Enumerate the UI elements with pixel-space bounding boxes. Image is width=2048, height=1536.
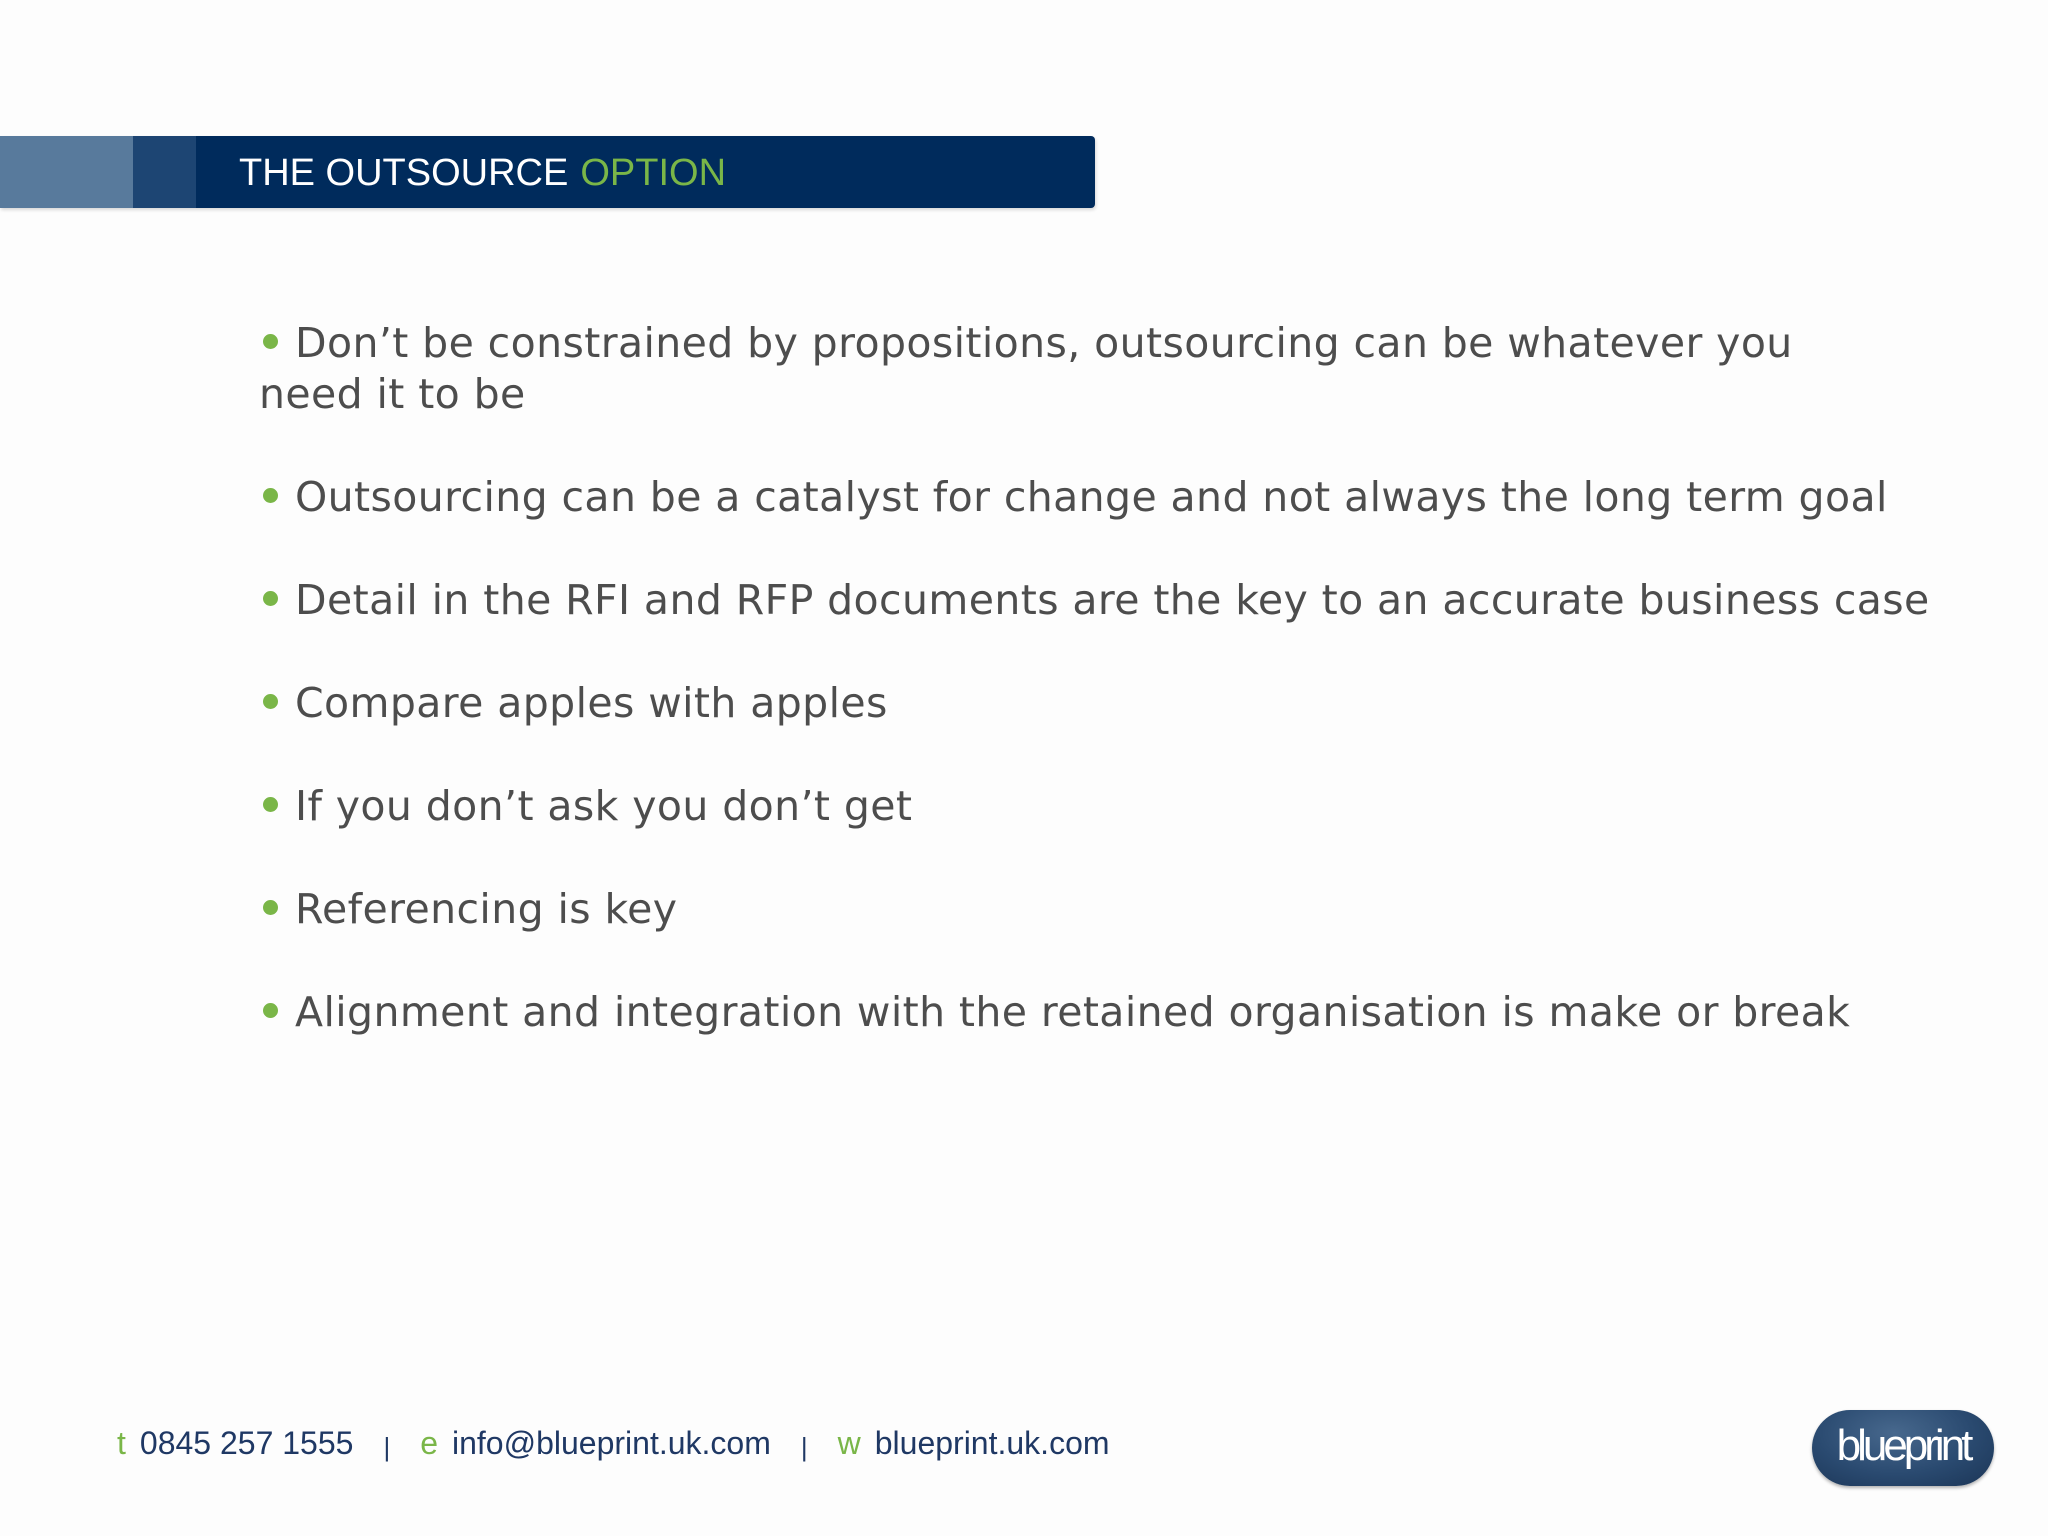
bullet-item xyxy=(259,575,1999,626)
website-link[interactable]: blueprint.uk.com xyxy=(874,1425,1110,1461)
bullet-text: Don’t be constrained by propositions, outsourcing can be whatever you need it to be xyxy=(259,319,1793,418)
logo-text: blueprint xyxy=(1836,1421,1970,1470)
phone-label: t xyxy=(117,1425,126,1461)
title-banner xyxy=(0,136,1095,208)
phone-number: 0845 257 1555 xyxy=(139,1425,354,1461)
bullet-text: Alignment and integration with the retained organisation is make or break xyxy=(295,988,1851,1036)
bullet-text: Compare apples with apples xyxy=(295,679,888,727)
bullet-text: Detail in the RFI and RFP documents are the key to an accurate business case xyxy=(295,576,1930,624)
email-label: e xyxy=(420,1425,438,1461)
bullet-item xyxy=(259,781,1999,832)
bullet-item xyxy=(259,472,1999,523)
bullet-list xyxy=(259,318,1999,1090)
bullet-dot-icon xyxy=(263,900,278,915)
bullet-text: If you don’t ask you don’t get xyxy=(295,782,913,830)
blueprint-logo xyxy=(1812,1410,1994,1486)
contact-footer xyxy=(117,1418,1110,1468)
bullet-text: Outsourcing can be a catalyst for change and not always the long term goal xyxy=(295,473,1888,521)
bullet-text: Referencing is key xyxy=(295,885,678,933)
email-link[interactable]: info@blueprint.uk.com xyxy=(452,1425,771,1461)
bullet-item xyxy=(259,678,1999,729)
bullet-item xyxy=(259,318,1859,420)
footer-separator: | xyxy=(383,1432,391,1462)
bullet-dot-icon xyxy=(263,591,278,606)
slide-title xyxy=(239,136,726,208)
bullet-dot-icon xyxy=(263,1003,278,1018)
web-label: w xyxy=(837,1425,861,1461)
banner-band-mid xyxy=(133,136,196,208)
slide-title-main: THE OUTSOURCE xyxy=(239,152,569,194)
bullet-dot-icon xyxy=(263,488,278,503)
slide-title-accent: OPTION xyxy=(580,152,727,194)
bullet-dot-icon xyxy=(263,334,278,349)
bullet-item xyxy=(259,884,1999,935)
bullet-dot-icon xyxy=(263,694,278,709)
bullet-item xyxy=(259,987,1999,1038)
footer-separator: | xyxy=(800,1432,808,1462)
bullet-dot-icon xyxy=(263,797,278,812)
banner-band-light xyxy=(0,136,133,208)
